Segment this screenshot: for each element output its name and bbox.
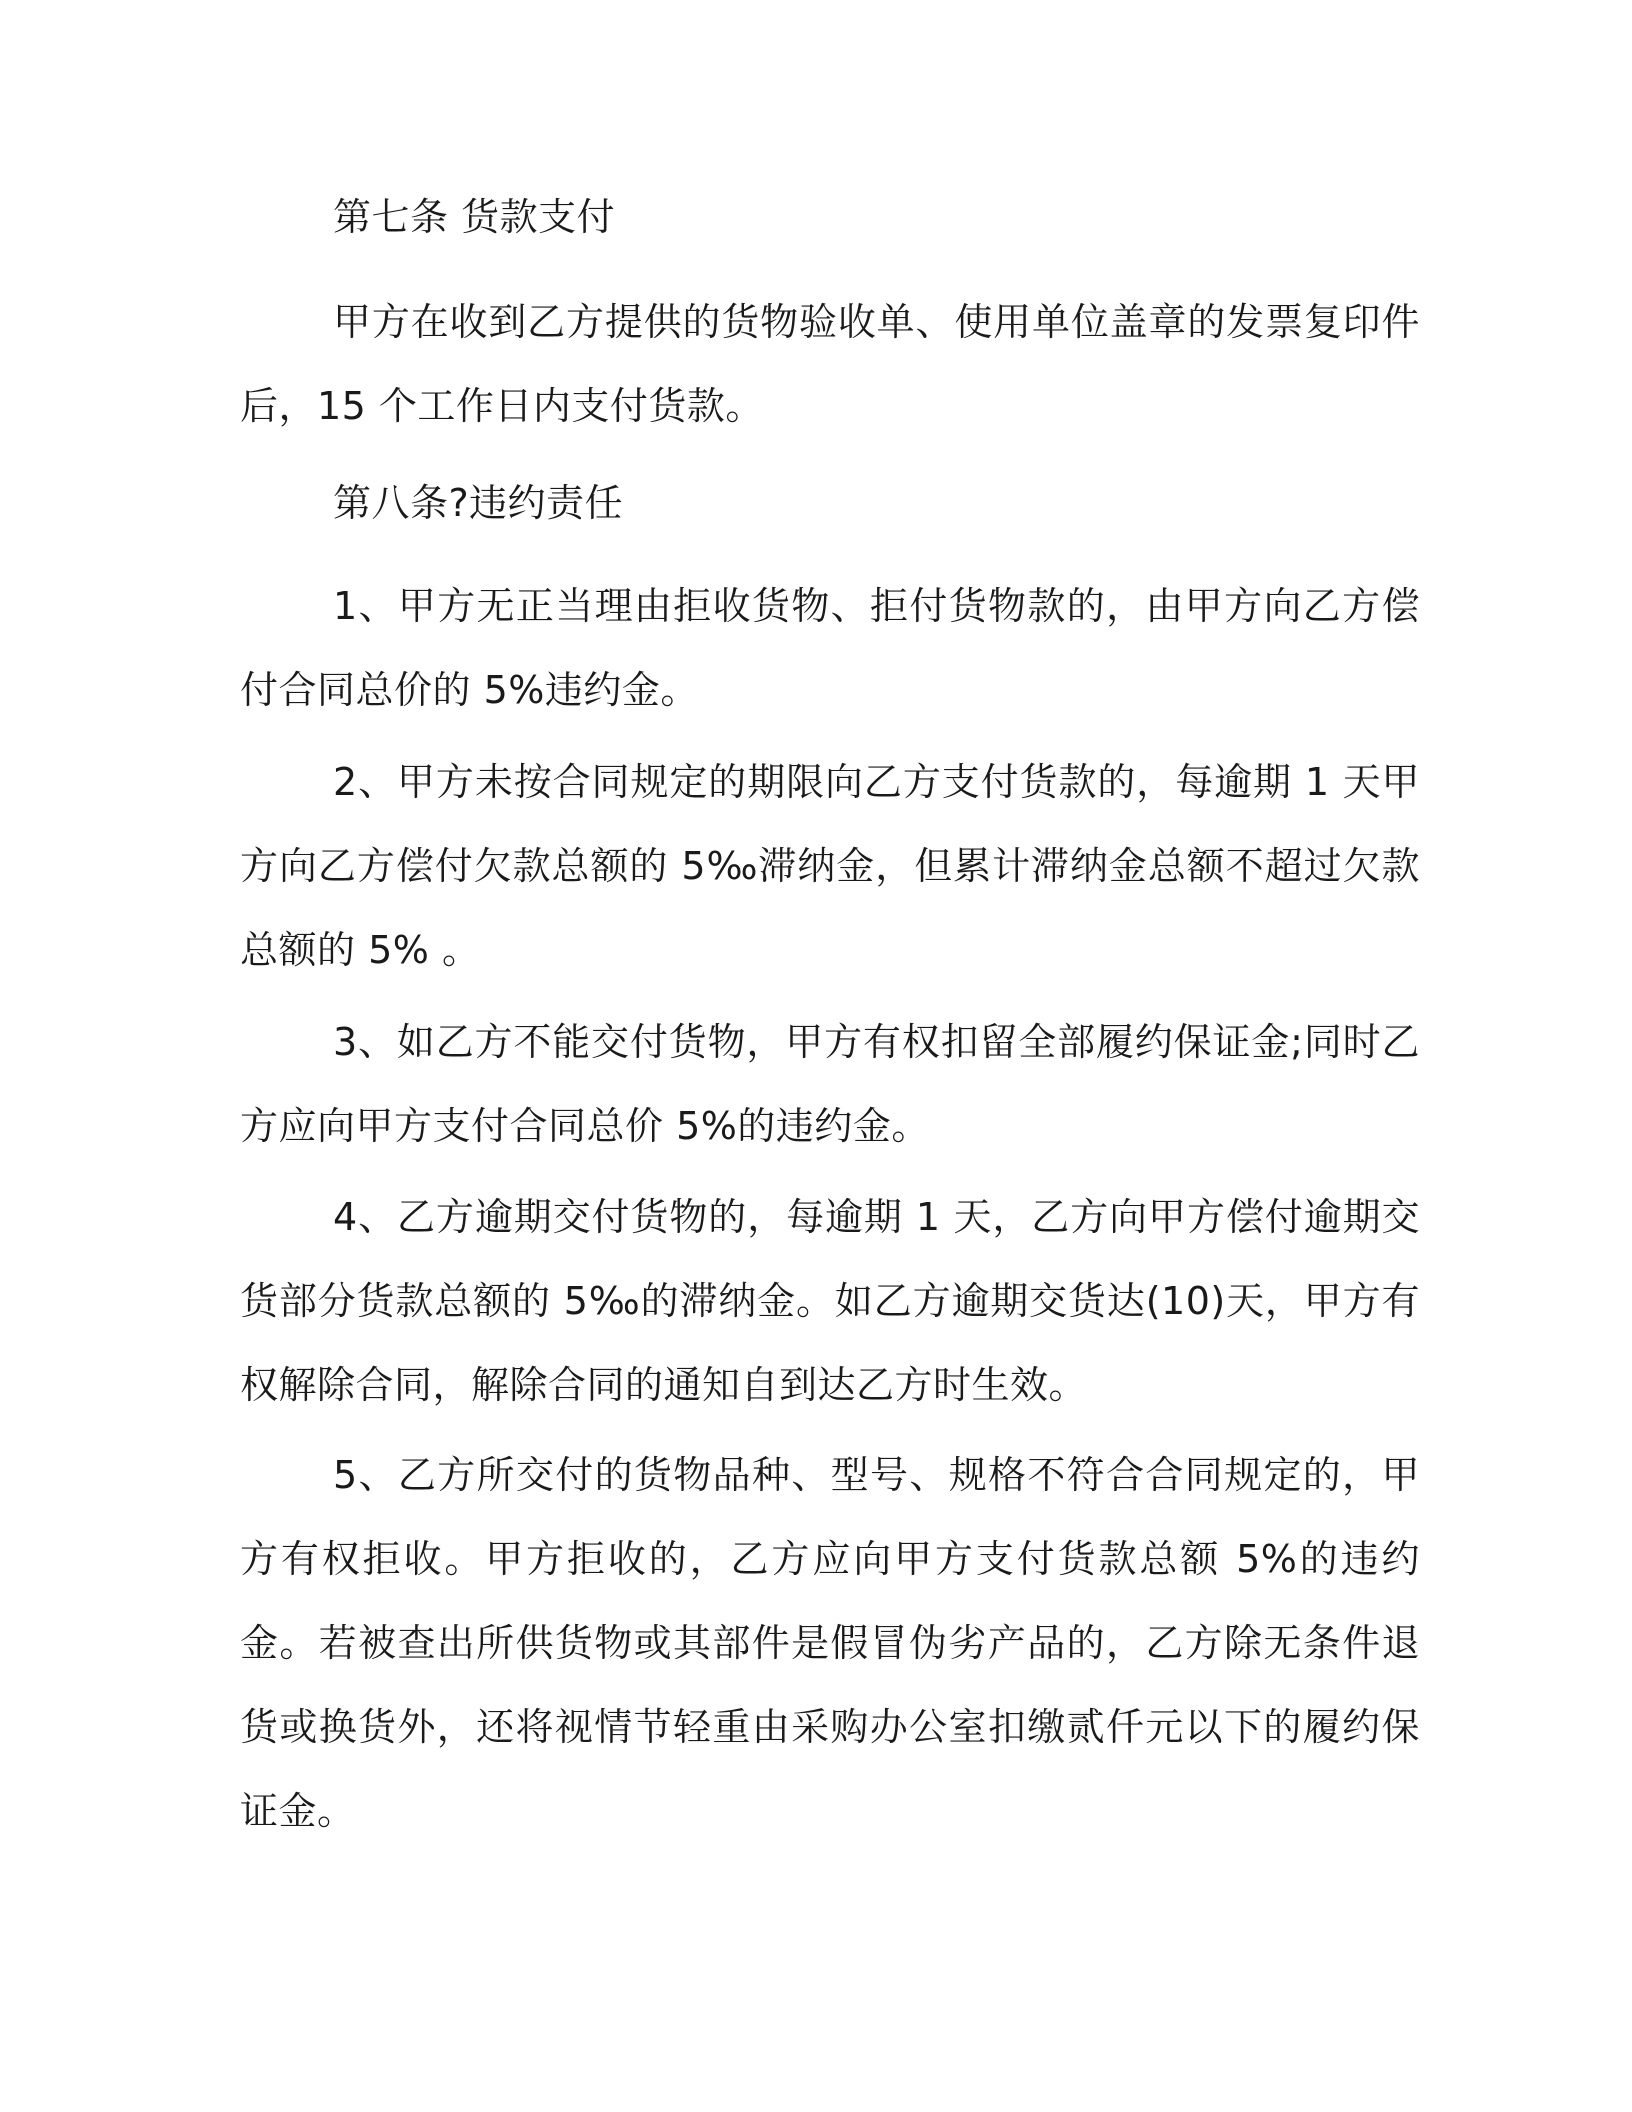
article-7-heading: 第七条 货款支付: [333, 195, 616, 239]
article-8-item-1: 1、甲方无正当理由拒收货物、拒付货物款的，由甲方向乙方偿付合同总价的 5%违约金。: [240, 584, 1420, 712]
article-7-body: 甲方在收到乙方提供的货物验收单、使用单位盖章的发票复印件后，15 个工作日内支付货款。: [240, 300, 1420, 428]
article-8-item-3: 3、如乙方不能交付货物，甲方有权扣留全部履约保证金;同时乙方应向甲方支付合同总价 5%的违约金。: [240, 1020, 1420, 1148]
article-8-item-5: 5、乙方所交付的货物品种、型号、规格不符合合同规定的，甲方有权拒收。甲方拒收的，乙方应向甲方支付货款总额 5%的违约金。若被查出所供货物或其部件是假冒伪劣产品的，乙方除无条件退货或换货外，还将视情节轻重由采购办公室扣缴贰仟元以下的履约保证金。: [240, 1453, 1420, 1833]
article-8-heading: 第八条?违约责任: [333, 481, 624, 525]
article-8-item-2: 2、甲方未按合同规定的期限向乙方支付货款的，每逾期 1 天甲方向乙方偿付欠款总额的 5‰滞纳金，但累计滞纳金总额不超过欠款总额的 5% 。: [240, 760, 1420, 972]
article-8-item-4: 4、乙方逾期交付货物的，每逾期 1 天，乙方向甲方偿付逾期交货部分货款总额的 5‰的滞纳金。如乙方逾期交货达(10)天，甲方有权解除合同，解除合同的通知自到达乙方时生效。: [240, 1195, 1420, 1407]
